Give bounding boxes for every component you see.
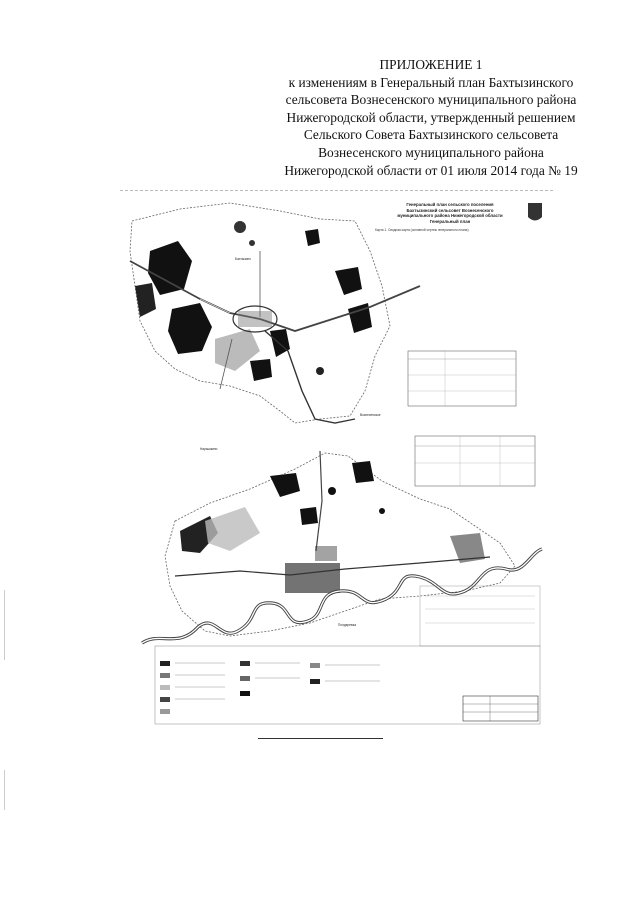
document-header [266, 56, 596, 179]
header-line: к изменениям в Генеральный план Бахтызинского [288, 74, 574, 90]
footer-separator [258, 738, 383, 739]
map-title-line: Генеральный план [429, 218, 471, 224]
scan-edge-mark [4, 770, 5, 810]
header-line: Сельского Совета Бахтызинского сельсовета [303, 127, 559, 143]
place-label: Вознесенское [360, 413, 381, 417]
place-label: Полдеревка [338, 623, 356, 627]
header-line: сельсовета Вознесенского муниципального района [285, 92, 577, 108]
map-title-line: Генеральный план сельского поселения [406, 202, 494, 207]
map-subtitle: Карта 1. Сводная карта (основной чертеж генерального плана) [375, 228, 469, 232]
header-line: Нижегородской области от 01 июля 2014 года № 19 [284, 162, 578, 178]
map-drawing [120, 191, 553, 726]
map-title-line: Бахтызинский сельсовет Вознесенского [406, 207, 494, 213]
map-title-line: муниципального района Нижегородской области [397, 213, 503, 219]
general-plan-map [120, 190, 553, 726]
header-line: Вознесенского муниципального района [318, 144, 544, 160]
place-label: Бахтызино [235, 257, 251, 261]
map-title [370, 202, 530, 224]
header-line-appendix: ПРИЛОЖЕНИЕ 1 [379, 57, 483, 72]
place-label: Нарышкино [200, 447, 218, 451]
scan-edge-mark [4, 590, 5, 660]
header-line: Нижегородской области, утвержденный решением [286, 109, 576, 125]
